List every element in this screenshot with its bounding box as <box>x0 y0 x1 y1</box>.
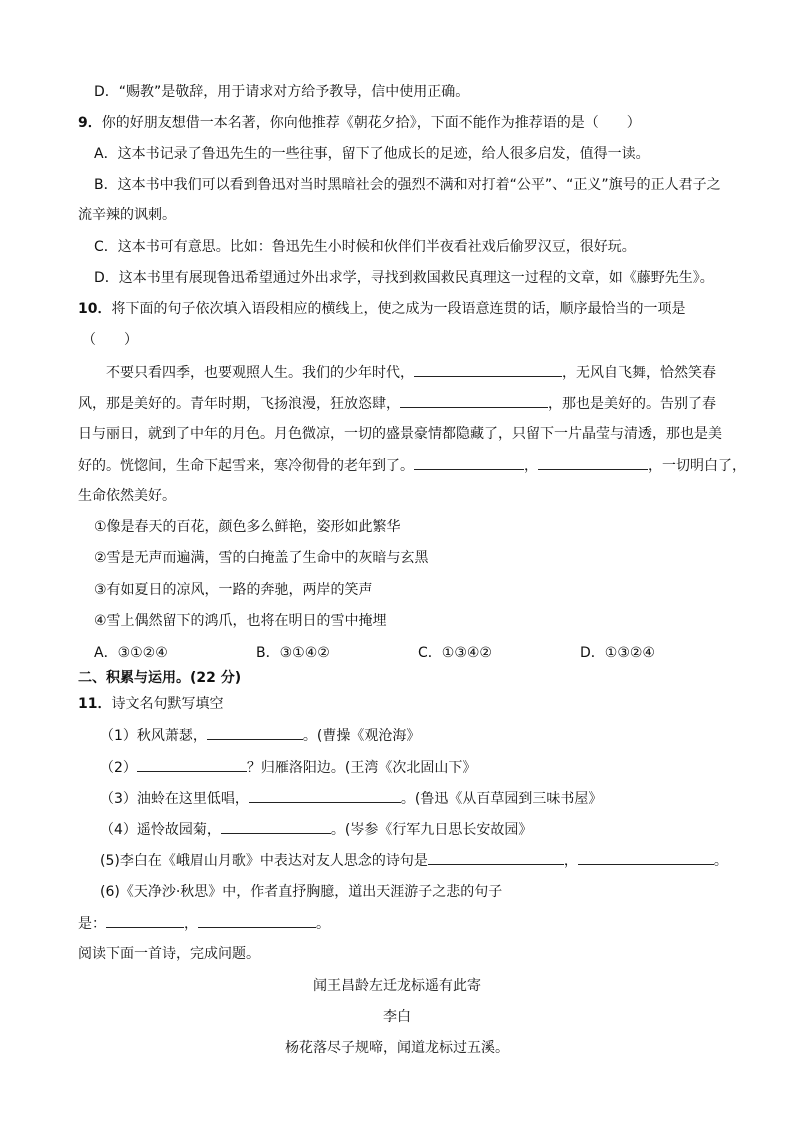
passage-text: ， <box>524 458 538 474</box>
question-number: 11． <box>78 696 112 712</box>
fill-blank[interactable] <box>137 757 247 772</box>
dictation-item-5 <box>100 850 728 871</box>
fill-blank[interactable] <box>414 455 524 470</box>
passage-line-4 <box>78 455 746 476</box>
item-text: 。(曹操《观沧海》 <box>302 728 421 744</box>
passage-text: 好的。恍惚间，生命下起雪来，寒冷彻骨的老年到了。 <box>78 458 414 474</box>
sentence-4: ④雪上偶然留下的鸿爪，也将在明日的雪中掩埋 <box>94 613 387 629</box>
item-text: 。(岑参《行军九日思长安故园》 <box>330 822 533 838</box>
q9-option-d: D．这本书里有展现鲁迅希望通过外出求学，寻找到救国救民真理这一过程的文章，如《藤野先生》。 <box>94 270 714 286</box>
question-stem: 你的好朋友想借一本名著，你向他推荐《朝花夕拾》，下面不能作为推荐语的是（ ） <box>101 115 641 131</box>
q9-option-b-continued: 流辛辣的讽刺。 <box>78 207 176 223</box>
q10-option-d: D．①③②④ <box>580 645 655 661</box>
item-text: （2） <box>100 760 137 776</box>
passage-line-1 <box>106 362 716 383</box>
dictation-item-1 <box>100 725 420 746</box>
section-heading: 二、积累与运用。(22 分) <box>78 670 242 686</box>
passage-line-2 <box>78 393 716 414</box>
question-stem: 将下面的句子依次填入语段相应的横线上，使之成为一段语意连贯的话，顺序最恰当的一项是 <box>111 301 686 317</box>
fill-blank[interactable] <box>106 913 184 928</box>
q10-option-b: B．③①④② <box>256 645 330 661</box>
q9-option-a: A．这本书记录了鲁迅先生的一些往事，留下了他成长的足迹，给人很多启发，值得一读。 <box>94 146 650 162</box>
dictation-item-4 <box>100 819 532 840</box>
item-text: 。 <box>316 916 330 932</box>
poem-title: 闻王昌龄左迁龙标遥有此寄 <box>313 978 481 994</box>
sentence-1: ①像是春天的百花，颜色多么鲜艳，姿形如此繁华 <box>94 519 401 535</box>
question-number: 10． <box>78 301 112 317</box>
dictation-item-3 <box>100 788 602 809</box>
item-text: ， <box>563 853 578 869</box>
poem-line-1: 杨花落尽子规啼，闻道龙标过五溪。 <box>285 1040 509 1056</box>
item-text: ？归雁洛阳边。(王湾《次北固山下》 <box>246 760 477 776</box>
fill-blank[interactable] <box>428 850 564 865</box>
item-text: ， <box>184 916 198 932</box>
item-text: 。(鲁迅《从百草园到三味书屋》 <box>400 791 603 807</box>
item-text: （3）油蛉在这里低唱， <box>100 791 249 807</box>
dictation-item-6-answer <box>78 913 330 934</box>
q8-option-d: D．“赐教”是敬辞，用于请求对方给予教导，信中使用正确。 <box>94 84 470 100</box>
passage-text: 不要只看四季，也要观照人生。我们的少年时代， <box>106 365 414 381</box>
question-number: 9． <box>78 115 102 131</box>
fill-blank[interactable] <box>198 913 316 928</box>
question-11 <box>78 694 223 714</box>
answer-parentheses: （ ） <box>82 332 138 348</box>
q9-option-b: B．这本书中我们可以看到鲁迅对当时黑暗社会的强烈不满和对打着“公平”、“正义”旗号的正人君子之 <box>94 177 721 193</box>
passage-text: ，那也是美好的。告别了春 <box>548 396 716 412</box>
question-9 <box>78 113 641 133</box>
passage-line-5: 生命依然美好。 <box>78 488 176 504</box>
fill-blank[interactable] <box>578 850 714 865</box>
fill-blank[interactable] <box>249 788 401 803</box>
q10-option-c: C．①③④② <box>418 645 492 661</box>
poem-author: 李白 <box>383 1009 411 1025</box>
item-text: 是： <box>78 916 106 932</box>
dictation-item-2 <box>100 757 476 778</box>
item-text: 。 <box>713 853 728 869</box>
q9-option-c: C．这本书可有意思。比如：鲁迅先生小时候和伙伴们半夜看社戏后偷罗汉豆，很好玩。 <box>94 239 636 255</box>
fill-blank[interactable] <box>207 725 303 740</box>
passage-text: 风，那是美好的。青年时期，飞扬浪漫，狂放恣肆， <box>78 396 400 412</box>
sentence-3: ③有如夏日的凉风，一路的奔驰，两岸的笑声 <box>94 582 373 598</box>
passage-line-3: 日与丽日，就到了中年的月色。月色微凉，一切的盛景豪情都隐藏了，只留下一片晶莹与清透，那也是美 <box>78 426 722 442</box>
question-stem: 诗文名句默写填空 <box>111 696 224 712</box>
dictation-item-6: (6)《天净沙·秋思》中，作者直抒胸臆，道出天涯游子之悲的句子 <box>100 884 503 900</box>
question-10 <box>78 299 685 319</box>
reading-intro: 阅读下面一首诗，完成问题。 <box>78 946 260 962</box>
item-text: （1）秋风萧瑟， <box>100 728 207 744</box>
sentence-2: ②雪是无声而遍满，雪的白掩盖了生命中的灰暗与玄黑 <box>94 550 429 566</box>
fill-blank[interactable] <box>414 362 562 377</box>
passage-text: ，一切明白了， <box>648 458 746 474</box>
fill-blank[interactable] <box>221 819 331 834</box>
fill-blank[interactable] <box>538 455 648 470</box>
passage-text: ，无风自飞舞，恰然笑春 <box>562 365 716 381</box>
q10-option-a: A．③①②④ <box>94 645 168 661</box>
fill-blank[interactable] <box>400 393 548 408</box>
item-text: （4）遥怜故园菊， <box>100 822 221 838</box>
item-text: (5)李白在《峨眉山月歌》中表达对友人思念的诗句是 <box>100 853 428 869</box>
